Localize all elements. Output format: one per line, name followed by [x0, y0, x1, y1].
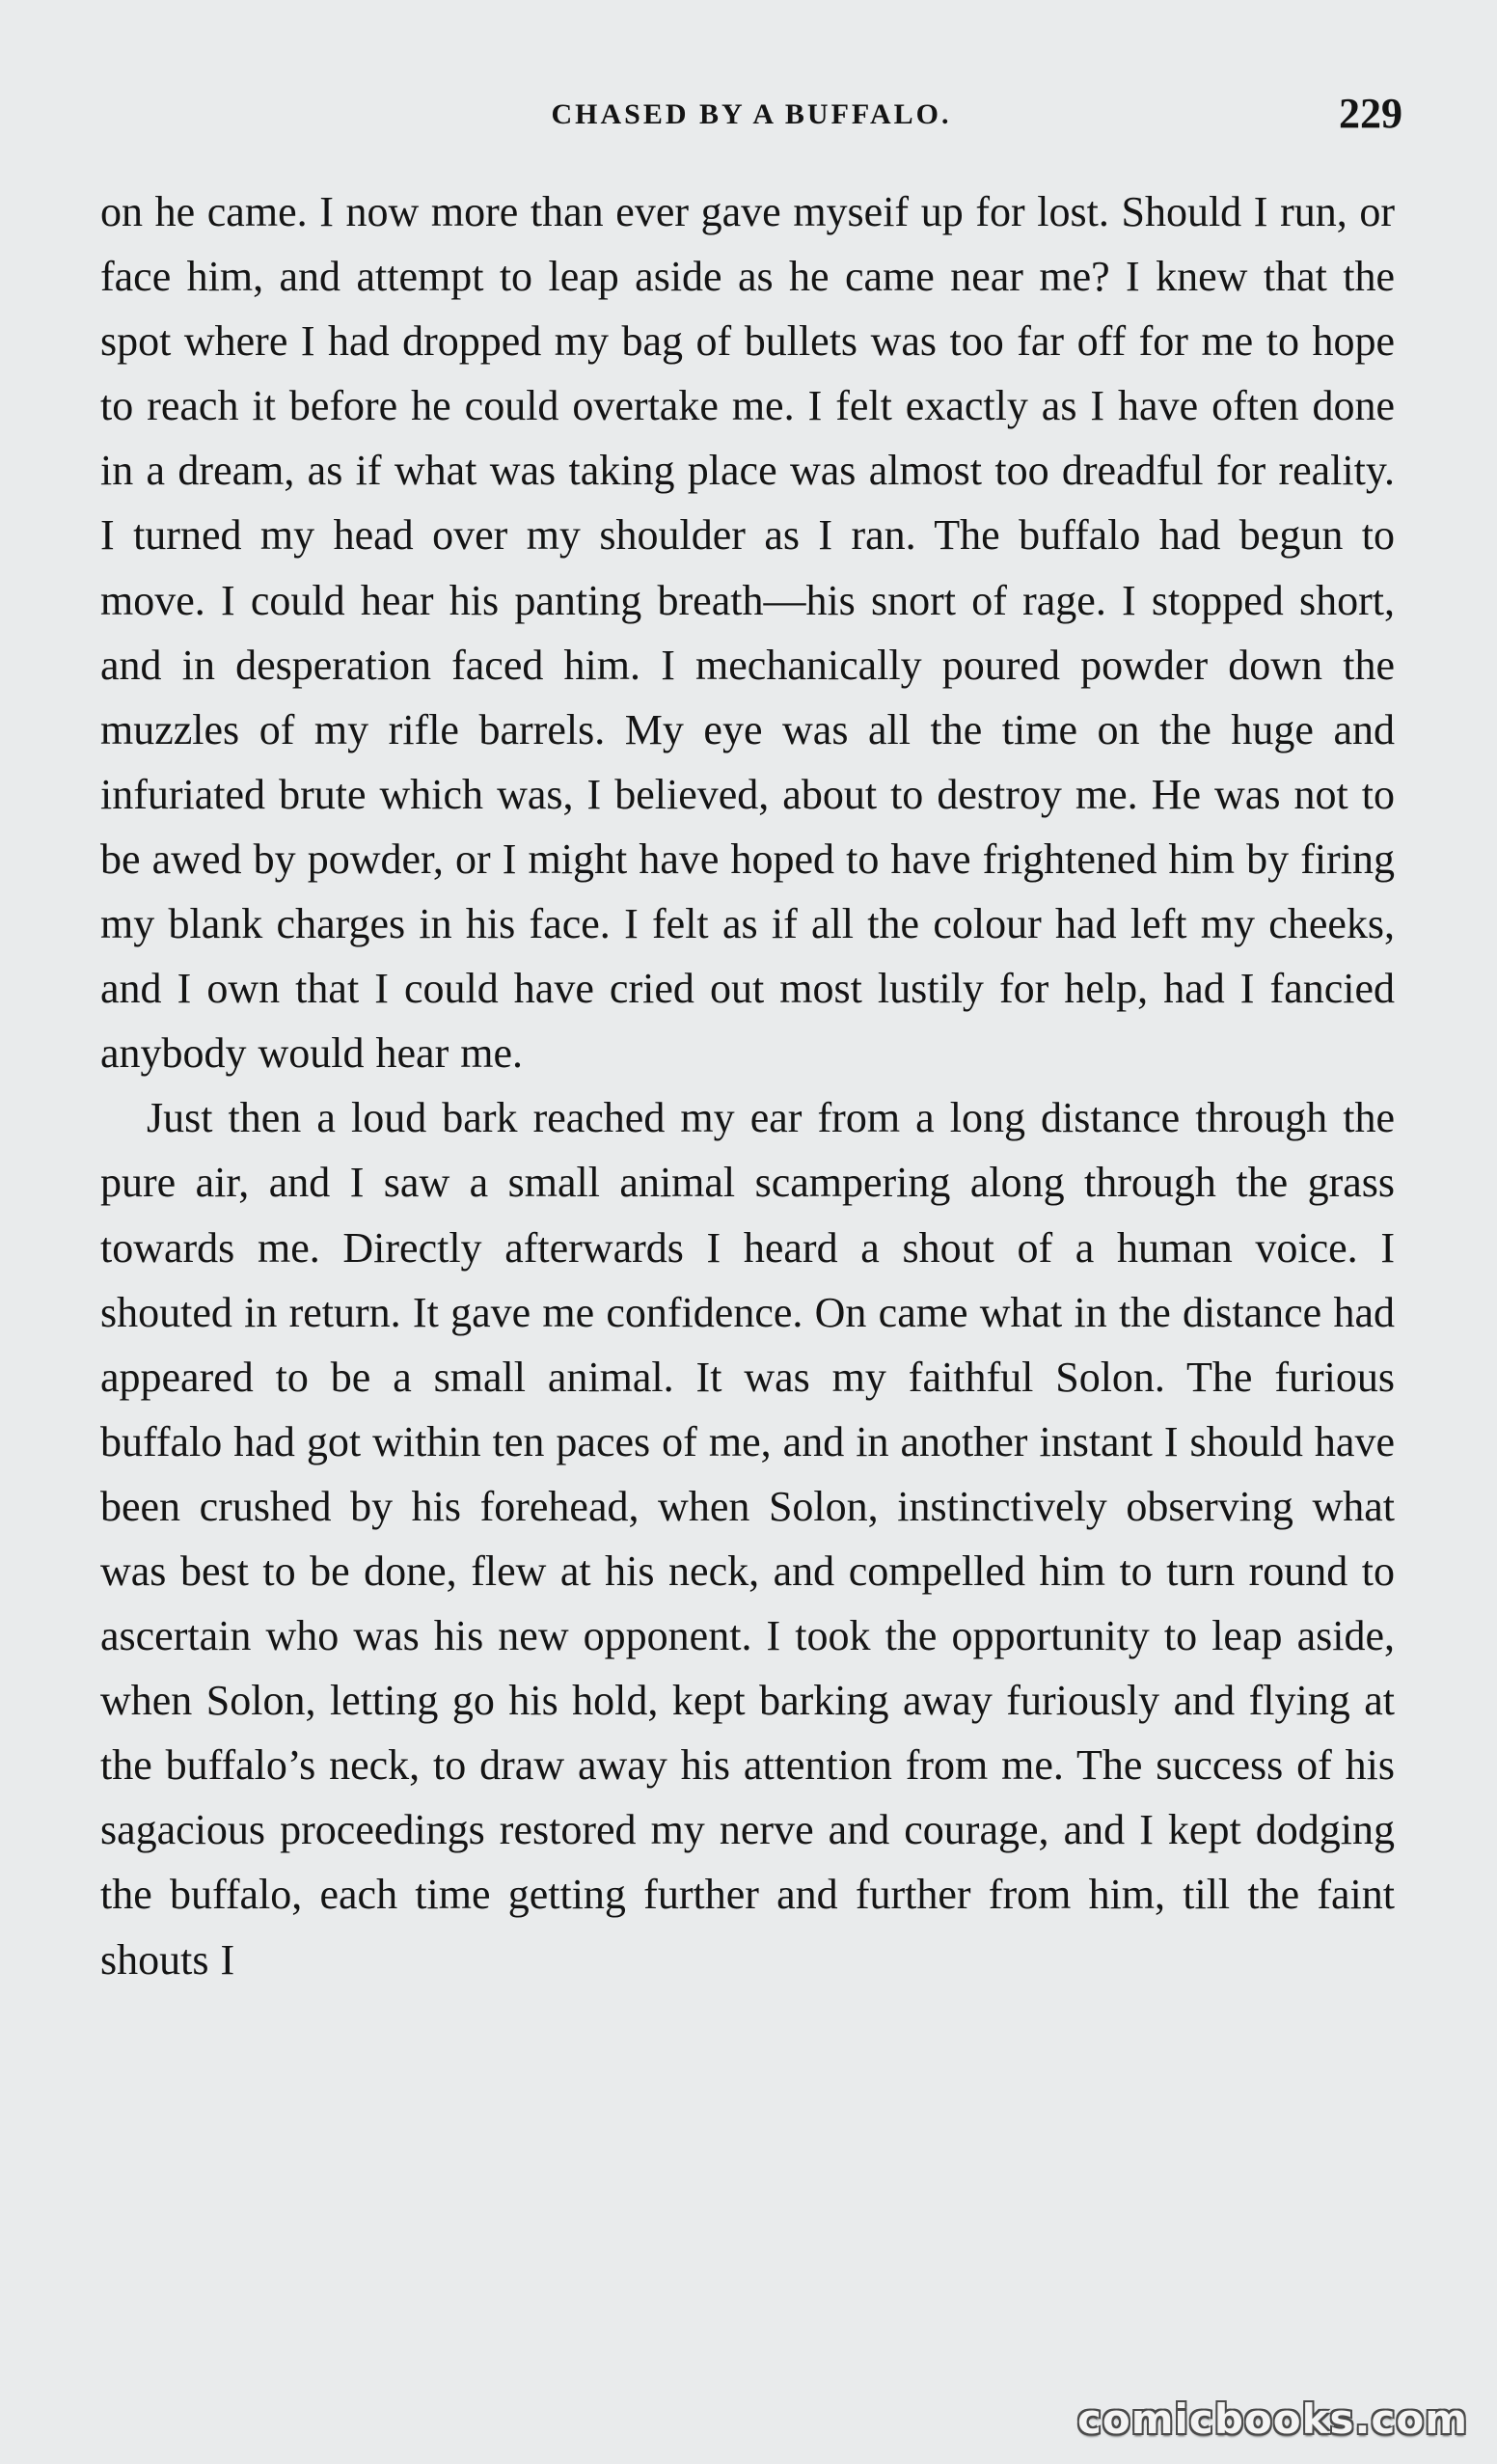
running-head: CHASED BY A BUFFALO.	[551, 98, 952, 130]
watermark: comicbooks.com	[1077, 2396, 1468, 2443]
paragraph-1: on he came. I now more than ever gave myseif up for lost. Should I run, or face him, and attempt to leap aside as he came near me? I knew that the spot where I had dropped my bag of bullets was too far off for me to hope to reach it before he could overtake me. I felt exactly as I have often done in a dream, as if what was taking place was almost too dreadful for reality. I turned my head over my shoulder as I ran. The buffalo had begun to move. I could hear his panting breath—his snort of rage. I stopped short, and in desperation faced him. I mechanically poured powder down the muzzles of my rifle barrels. My eye was all the time on the huge and infuriated brute which was, I believed, about to destroy me. He was not to be awed by powder, or I might have hoped to have frightened him by firing my blank charges in his face. I felt as if all the colour had left my cheeks, and I own that I could have cried out most lustily for help, had I fancied anybody would hear me.	[100, 188, 1395, 1078]
body-text	[100, 179, 1395, 1992]
paragraph-2: Just then a loud bark reached my ear from a long distance through the pure air, and I saw a small animal scampering along through the grass towards me. Directly afterwards I heard a shout of a human voice. I shouted in return. It gave me confidence. On came what in the distance had appeared to be a small animal. It was my faithful Solon. The furious buffalo had got within ten paces of me, and in another instant I should have been crushed by his forehead, when Solon, instinctively observing what was best to be done, flew at his neck, and compelled him to turn round to ascertain who was his new opponent. I took the opportunity to leap aside, when Solon, letting go his hold, kept barking away furiously and flying at the buffalo’s neck, to draw away his attention from me. The success of his sagacious proceedings restored my nerve and courage, and I kept dodging the buffalo, each time getting further and further from him, till the faint shouts I	[100, 1094, 1395, 1984]
page-header	[100, 89, 1402, 147]
page-number: 229	[1339, 90, 1402, 137]
